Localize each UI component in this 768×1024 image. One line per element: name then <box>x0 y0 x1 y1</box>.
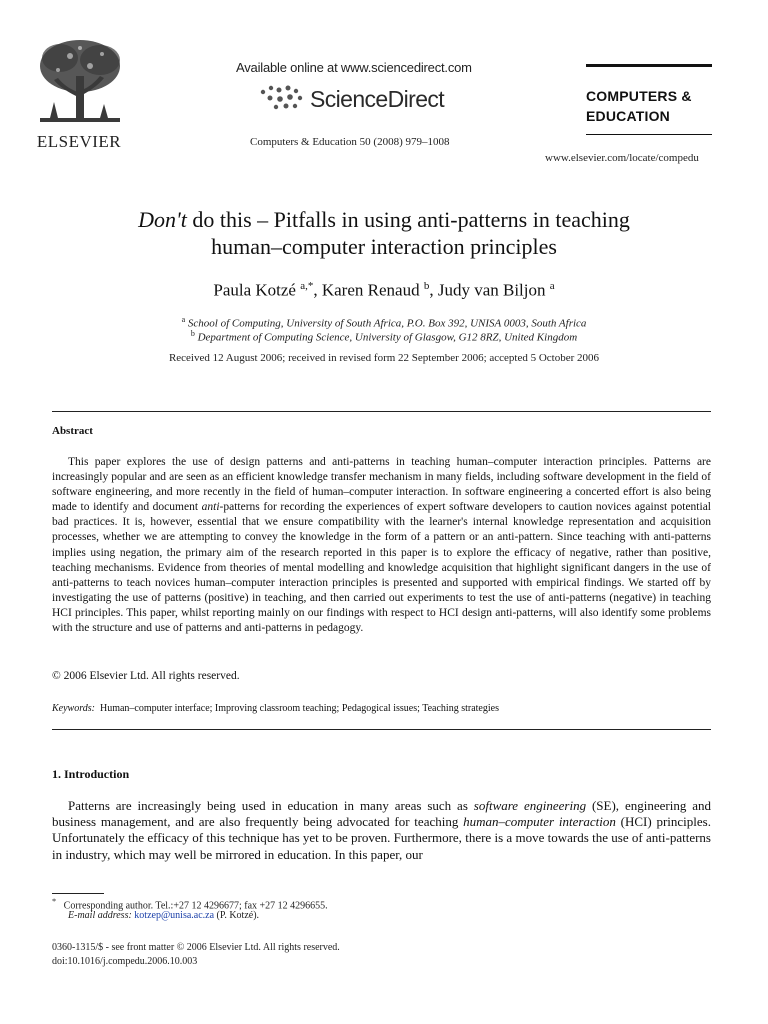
paper-title <box>40 206 728 260</box>
footnote-email-suffix: (P. Kotzé). <box>216 910 260 921</box>
available-online-text: Available online at www.sciencedirect.com <box>236 60 472 75</box>
keywords-text: Human–computer interface; Improving classroom teaching; Pedagogical issues; Teaching strategies <box>99 703 499 714</box>
author-affiliation-marker: a,* <box>300 280 314 292</box>
elsevier-logo <box>24 36 134 154</box>
intro-italic-text: software engineering <box>473 798 587 813</box>
intro-italic-text: human–computer interaction <box>463 814 616 830</box>
intro-text: Patterns are increasingly being used in education in many areas such as <box>68 798 474 813</box>
journal-title <box>586 86 692 126</box>
author-affiliation-marker: b <box>423 280 430 292</box>
affiliation-marker: a <box>181 315 186 324</box>
author-name: Karen Renaud <box>321 280 420 300</box>
paper-title-line2: human–computer interaction principles <box>211 234 557 259</box>
introduction-body <box>52 798 711 863</box>
abstract-rule-bottom <box>52 729 711 730</box>
paper-title-italic: Don't <box>138 207 187 232</box>
paper-title-line1 <box>40 206 728 233</box>
abstract-italic-text: anti <box>201 501 220 514</box>
affiliation-text: Department of Computing Science, University of Glasgow, G12 8RZ, United Kingdom <box>197 331 578 344</box>
keywords-label: Keywords: <box>52 703 95 714</box>
abstract-heading: Abstract <box>52 425 93 437</box>
journal-title-rule-bottom <box>586 134 712 135</box>
footnote-email <box>68 910 727 921</box>
author-name: Judy van Biljon <box>437 280 546 300</box>
intro-text: (HCI) principles. Unfortunately the efficacy of this technique has yet to be proven. Furthermore, there is a move towards the use of anti-patterns in industry, which may well be mirrored in education. In this paper, our <box>52 814 711 862</box>
received-dates: Received 12 August 2006; received in revised form 22 September 2006; accepted 5 October 2006 <box>168 352 600 364</box>
journal-reference: Computers & Education 50 (2008) 979–1008 <box>250 136 450 148</box>
abstract-copyright: © 2006 Elsevier Ltd. All rights reserved. <box>52 670 240 682</box>
journal-title-line1: COMPUTERS & <box>586 88 692 104</box>
abstract-rule-top <box>52 411 711 412</box>
issn-line: 0360-1315/$ - see front matter © 2006 Elsevier Ltd. All rights reserved. <box>52 942 340 953</box>
section-heading-introduction: 1. Introduction <box>52 767 130 781</box>
abstract-paragraph <box>52 455 711 636</box>
footnote-rule <box>52 893 104 894</box>
abstract-text: This paper explores the use of design patterns and anti-patterns in teaching human–computer interaction principles. Patterns are increasingly popular and are seen as an efficient knowledge transfer mechanism in many fields, including software development in the field of software engineering, and more recently in the field of human–computer interaction. In software engineering a concerted effort is also being made to identify and document <box>52 456 711 514</box>
publisher-name: ELSEVIER <box>36 132 122 151</box>
footnote-email-label: E-mail address: <box>68 910 132 921</box>
paper-title-rest: do this – Pitfalls in using anti-patterns in teaching <box>186 207 630 232</box>
footnote-text: Corresponding author. Tel.:+27 12 4296677; fax +27 12 4296655. <box>63 900 328 912</box>
footnote-email-link[interactable]: kotzep@unisa.ac.za <box>134 910 215 921</box>
intro-text: (SE), engineering and business management, and are also frequently being advocated for teaching <box>52 798 711 830</box>
journal-title-line2: EDUCATION <box>586 108 670 124</box>
affiliation <box>40 315 728 330</box>
affiliation-marker: b <box>190 329 195 338</box>
abstract-body <box>52 455 711 636</box>
introduction-paragraph <box>52 798 711 863</box>
footnote-marker: * <box>52 897 57 906</box>
abstract-text: -patterns for recording the experiences of expert software developers to caution novices against potential bad practices. It is, however, essential that we ensure compatibility with the learner's internal knowledge representation and acquisition processes, whether we are attempting to convey the knowledge in the form of a pattern or an anti-pattern. Since teaching with anti-patterns implies using negation, the primary aim of the research reported in this paper is to explore the efficacy of negative, rather than positive, teaching mechanisms. Evidence from theories of mental modelling and knowledge acquisition that highlight significant dangers in the use of anti-patterns to teach novices human–computer interaction principles is presented and supported with empirical findings. We started off by investigating the use of patterns (positive) in teaching, and then carried out experiments to test the use of anti-patterns (negative) in teaching HCI principles. This paper, whilst reporting mainly on our findings with respect to HCI design anti-patterns, will also identify some problems with the structure and use of patterns and anti-patterns in pedagogy. <box>52 501 711 635</box>
doi-line[interactable]: doi:10.1016/j.compedu.2006.10.003 <box>52 956 198 967</box>
author-name: Paula Kotzé <box>213 280 296 300</box>
journal-title-rule-top <box>586 64 712 67</box>
author-list: Paula Kotzé $^{a,*}$, Karen Renaud $^b$, Judy van Biljon $^a$ <box>213 280 555 300</box>
sciencedirect-logo-icon <box>258 82 308 112</box>
affiliation-text: School of Computing, University of South Africa, P.O. Box 392, UNISA 0003, South Africa <box>187 317 587 330</box>
keywords <box>52 703 499 714</box>
author-affiliation-marker: a <box>549 280 555 292</box>
sciencedirect-wordmark: ScienceDirect <box>310 86 445 112</box>
affiliation <box>40 329 728 344</box>
elsevier-tree-icon <box>30 36 128 128</box>
journal-url[interactable]: www.elsevier.com/locate/compedu <box>545 152 699 164</box>
